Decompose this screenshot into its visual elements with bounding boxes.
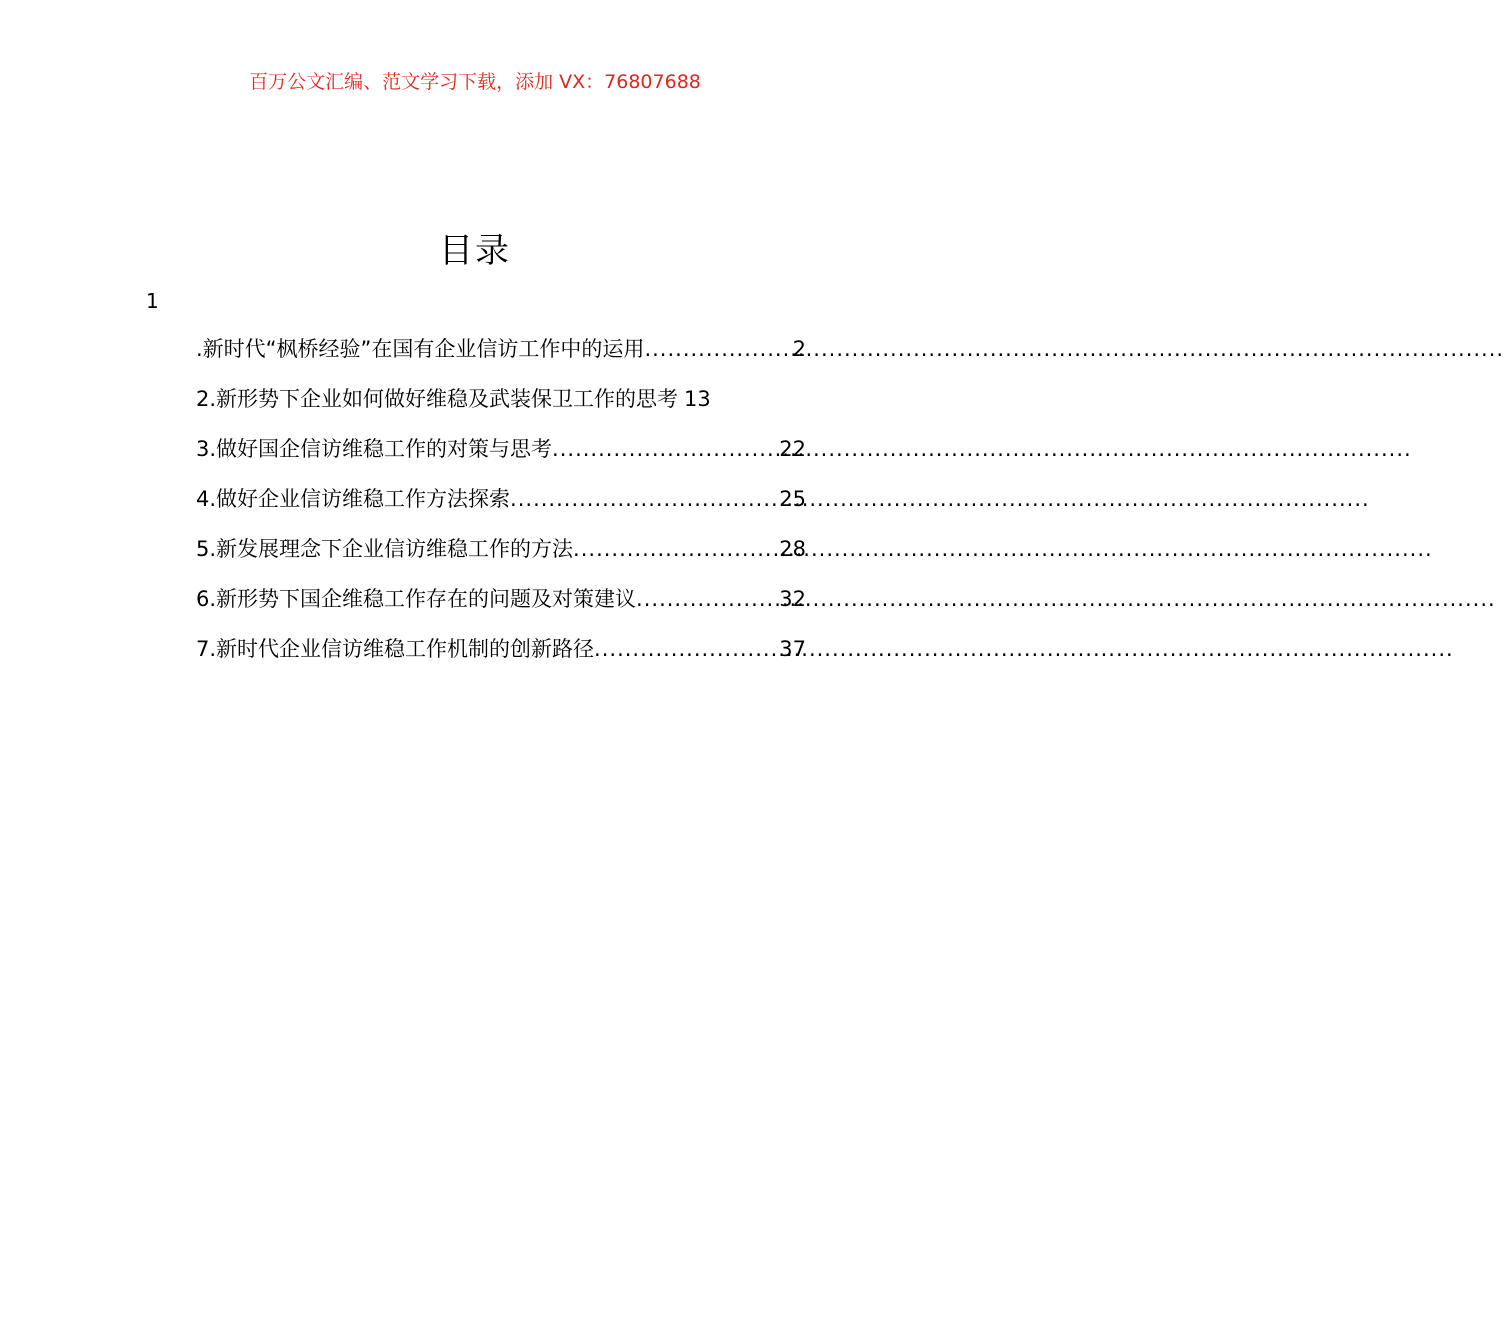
toc-entry-title: 4.做好企业信访维稳工作方法探索 (196, 487, 511, 511)
header-promo-note: 百万公文汇编、范文学习下载，添加 VX：76807688 (249, 71, 701, 93)
toc-entry-page: 2 (792, 337, 806, 361)
toc-entry[interactable] (196, 484, 806, 534)
toc-entry-page: 13 (684, 387, 711, 411)
toc-entry-leader (594, 634, 778, 664)
toc-title: 目录 (439, 231, 511, 271)
toc-entry-leader (510, 484, 778, 514)
toc-entry[interactable] (196, 634, 806, 684)
toc-entry[interactable] (196, 534, 806, 584)
toc-entry-page: 32 (779, 587, 806, 611)
toc-entry-title: 2.新形势下企业如何做好维稳及武装保卫工作的思考 (196, 387, 679, 411)
toc-entry-title: 6.新形势下国企维稳工作存在的问题及对策建议 (196, 587, 637, 611)
toc-entry[interactable] (196, 434, 806, 484)
toc-entry-title: 3.做好国企信访维稳工作的对策与思考 (196, 437, 553, 461)
toc-entry-title: 7.新时代企业信访维稳工作机制的创新路径 (196, 637, 595, 661)
toc-entry-title: 5.新发展理念下企业信访维稳工作的方法 (196, 537, 574, 561)
toc-number-marker: 1 (146, 289, 159, 313)
toc-entry-leader (644, 334, 791, 364)
toc-entry-page: 25 (779, 487, 806, 511)
toc-entry-title: .新时代“枫桥经验”在国有企业信访工作中的运用 (196, 337, 645, 361)
toc-entry-page: 28 (779, 537, 806, 561)
toc-entry-leader (573, 534, 778, 564)
toc-entry-page: 22 (779, 437, 806, 461)
toc-entry[interactable] (196, 334, 806, 384)
toc-entry-page: 37 (779, 637, 806, 661)
toc-entry[interactable] (196, 584, 806, 634)
toc-entry-leader (636, 584, 778, 614)
toc-entry[interactable] (196, 384, 806, 434)
toc-list (196, 334, 806, 684)
toc-entry-leader (552, 434, 778, 464)
